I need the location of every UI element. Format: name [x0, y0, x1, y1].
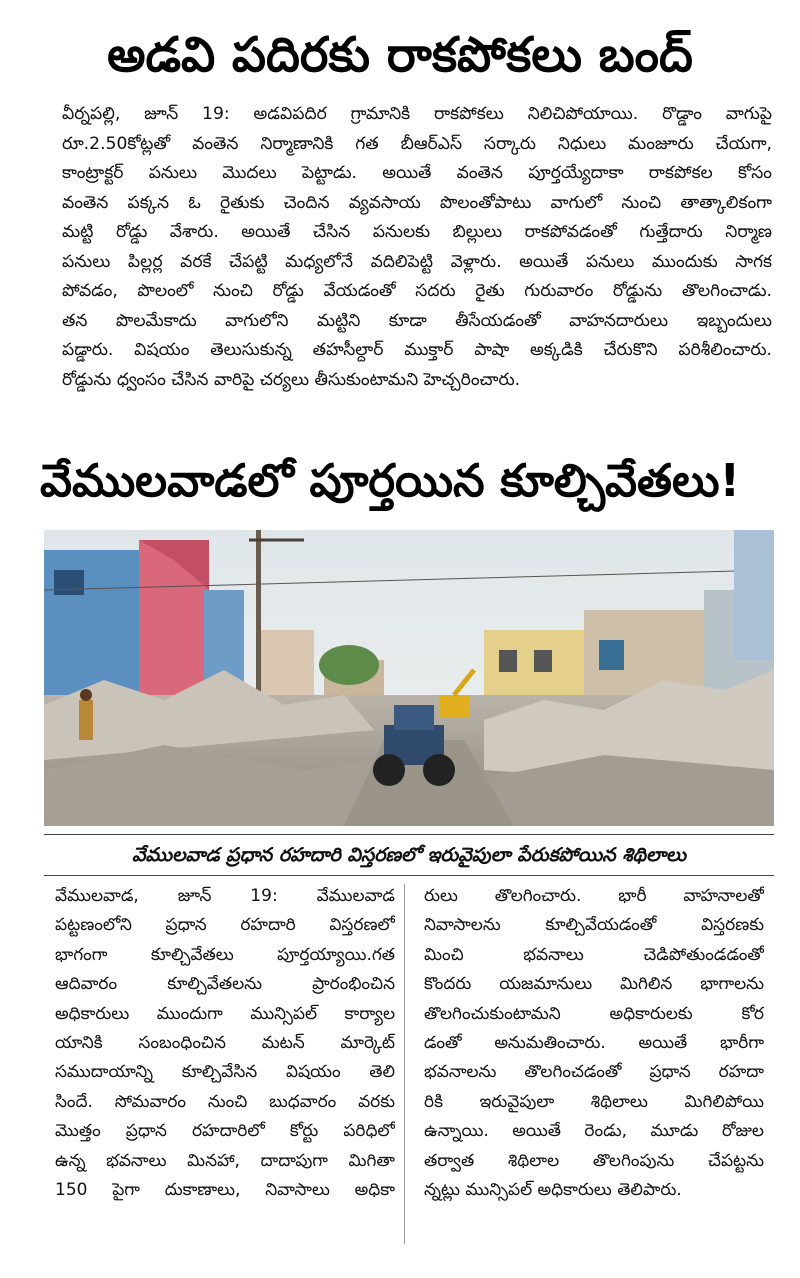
- article1-line: రోడ్డును ధ్వంసం చేసిన వారిపై చర్యలు తీసుకుంటామని హెచ్చరించారు.: [62, 369, 521, 390]
- article2-line: ఆదివారం కూల్చివేతలను ప్రారంభించిన: [55, 974, 395, 995]
- article2-line: సముదాయాన్ని కూల్చివేసిన విషయం తెలి: [55, 1062, 395, 1083]
- article2-line: న్నట్లు మున్సిపల్ అధికారులు తెలిపారు.: [424, 1180, 682, 1201]
- article2-line: పట్టణంలోని ప్రధాన రహదారి విస్తరణలో: [55, 915, 395, 936]
- article1-body: [62, 100, 772, 395]
- article2-line: భవనాలను తొలగించడంతో ప్రధాన రహదా: [424, 1062, 764, 1083]
- article2-line: వేములవాడ, జూన్ 19: వేములవాడ: [55, 886, 395, 906]
- article2-line: తర్వాత శిథిలాల తొలగింపును చేపట్టను: [424, 1150, 764, 1171]
- article2-line: ఉన్న భవనాలు మినహా, దాదాపుగా మిగితా: [55, 1150, 395, 1171]
- article2-line: రులు తొలగించారు. భారీ వాహనాలతో: [424, 886, 764, 906]
- headline-adavi-padira: అడవి పదిరకు రాకపోకలు బంద్: [107, 27, 693, 83]
- demolition-photo: [44, 530, 774, 826]
- article2-line: తొలగించుకుంటామని అధికారులకు కోర: [424, 1003, 764, 1024]
- article1-line: పడ్డారు. విషయం తెలుసుకున్న తహసీల్దార్ ముక్తార్ పాషా అక్కడికి చేరుకొని పరిశీలించారు.: [62, 340, 772, 360]
- article1-line: కాంట్రాక్టర్ పనులు మొదలు పెట్టాడు. అయితే వంతెన పూర్తయ్యేదాకా రాకపోకల కోసం: [62, 163, 772, 183]
- article2-line: యానికి సంబంధించిన మటన్ మార్కెట్: [55, 1033, 395, 1054]
- demolition-photo-illustration: [44, 530, 774, 826]
- article2-line: నివాసాలను కూల్చివేయడంతో విస్తరణకు: [424, 915, 764, 936]
- article1-line: రూ.2.50కోట్లతో వంతెన నిర్మాణానికి గత బీఆర్ఎస్ సర్కారు నిధులు మంజూరు చేయగా,: [62, 133, 772, 154]
- article2-line: కొందరు యజమానులు మిగిలిన భాగాలను: [424, 974, 764, 995]
- column-divider: [404, 884, 405, 1244]
- article2-line: మించి భవనాలు చెడిపోతుండడంతో: [424, 944, 764, 965]
- photo-caption: వేములవాడ ప్రధాన రహదారి విస్తరణలో ఇరువైపులా పేరుకపోయిన శిథిలాలు: [44, 834, 774, 876]
- article1-line: పనులు పిల్లర్ల వరకే చేపట్టి మధ్యలోనే వదిలిపెట్టి వెళ్లారు. అయితే పనులు ముందుకు సాగక: [62, 251, 772, 272]
- article2-column-left: [55, 882, 395, 1205]
- article2-column-right: [424, 882, 764, 1205]
- article2-line: అధికారులు ముందుగా మున్సిపల్ కార్యాల: [55, 1003, 395, 1024]
- article1-line: పోవడం, పొలంలో నుంచి రోడ్డు వేయడంతో సదరు రైతు గురువారం రోడ్డును తొలగించాడు.: [62, 281, 772, 301]
- article1-line: మట్టి రోడ్డు వేశారు. అయితే చేసిన పనులకు బిల్లులు రాకపోవడంతో గుత్తేదారు నిర్మాణ: [62, 222, 772, 242]
- article1-line: వీర్నపల్లి, జూన్ 19: అడవిపదిర గ్రామానికి రాకపోకలు నిలిచిపోయాయి. రొడ్డాం వాగుపై: [62, 104, 772, 124]
- article2-line: మొత్తం ప్రధాన రహదారిలో కోర్టు పరిధిలో: [55, 1121, 395, 1142]
- headline-vemulawada: వేములవాడలో పూర్తయిన కూల్చివేతలు!: [40, 454, 741, 507]
- article2-line: ఉన్నాయి. అయితే రెండు, మూడు రోజుల: [424, 1121, 764, 1142]
- article1-line: తన పొలమేకాదు వాగులోని మట్టిని కూడా తీసేయడంతో వాహనదారులు ఇబ్బందులు: [62, 310, 772, 331]
- article2-line: డంతో అనుమతించారు. అయితే భారీగా: [424, 1033, 764, 1054]
- article2-line: సిందే. సోమవారం నుంచి బుధవారం వరకు: [55, 1091, 395, 1112]
- article2-line: రికి ఇరువైపులా శిథిలాలు మిగిలిపోయి: [424, 1091, 764, 1112]
- article1-line: వంతెన పక్కన ఓ రైతుకు చెందిన వ్యవసాయ పొలంతోపాటు వాగులో నుంచి తాత్కాలికంగా: [62, 192, 772, 213]
- article2-line: 150 పైగా దుకాణాలు, నివాసాలు అధికా: [55, 1180, 395, 1201]
- article2-line: భాగంగా కూల్చివేతలు పూర్తయ్యాయి.గత: [55, 944, 395, 965]
